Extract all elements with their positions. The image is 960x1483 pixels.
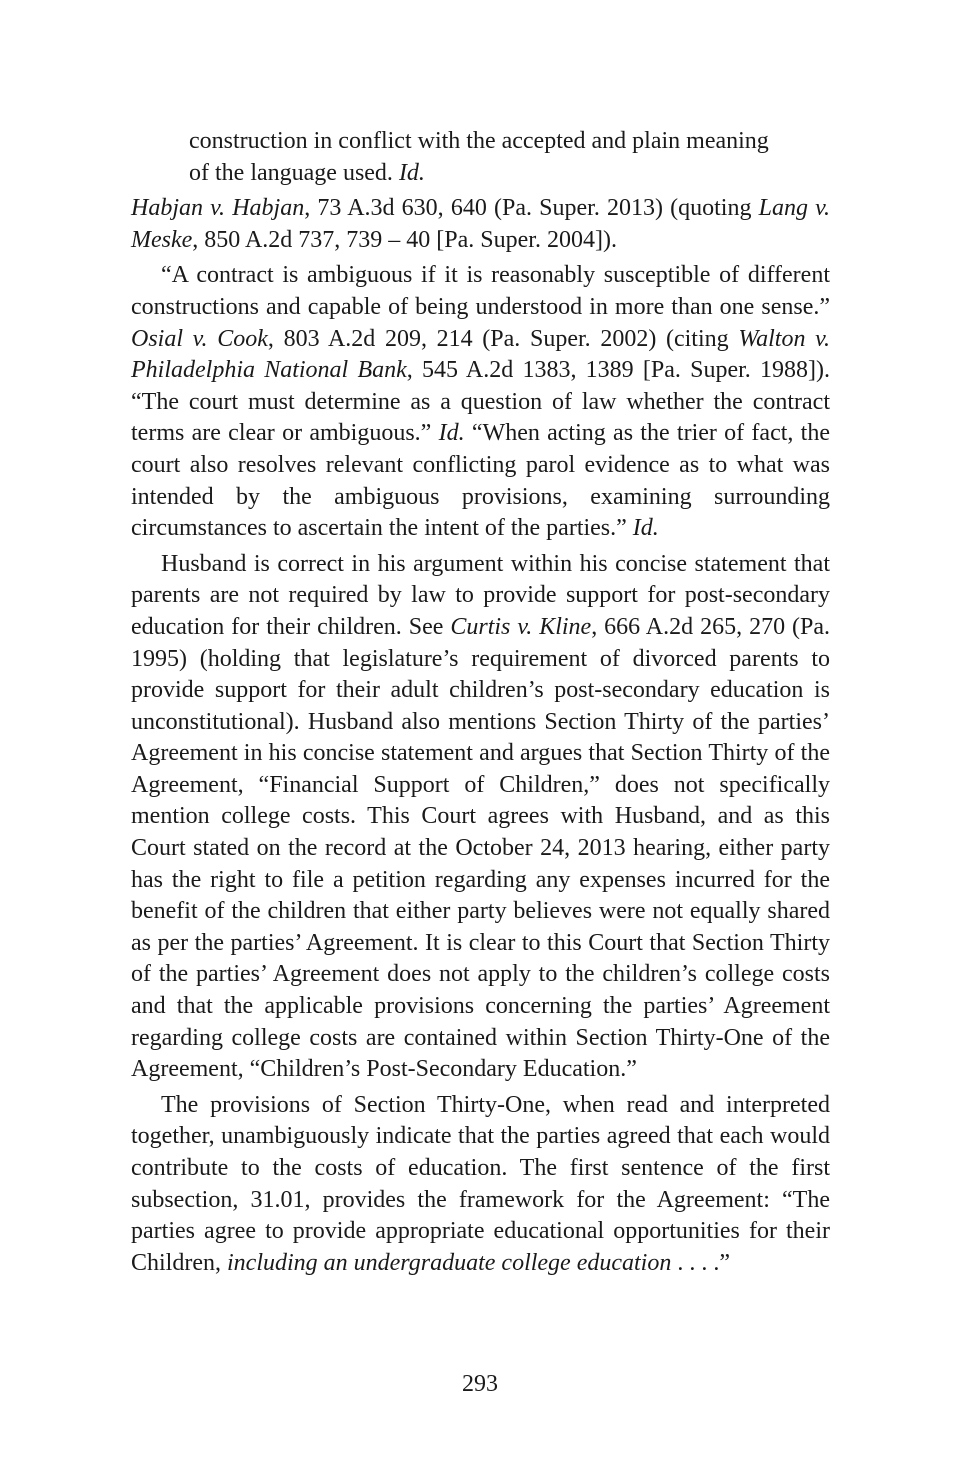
paragraph-section-thirty-one — [131, 1090, 830, 1280]
paragraph-text: , 666 A.2d 265, 270 (Pa. 1995) (holding that legislature’s requirement of divorced parents to provide support for their adult children’s post-secondary education is unconstitutional). Husband also mentions Section Thirty of the parties’ Agreement in his concise statement and argues that Section Thirty of the Agreement, “Financial Support of Children,” does not specifically mention college costs. This Court agrees with Husband, and as this Court stated on the record at the October 24, 2013 hearing, either party has the right to file a petition regarding any expenses incurred for the benefit of the children that either party believes were not equally shared as per the parties’ Agreement. It is clear to this Court that Section Thirty of the parties’ Agreement does not apply to the children’s college costs and that the applicable provisions concerning the parties’ Agreement regarding college costs are contained within Section Thirty-One of the Agreement, “Children’s Post-Secondary Education.” — [131, 613, 831, 1083]
paragraph-husband-argument — [131, 549, 830, 1086]
paragraph-text: “A contract is ambiguous if it is reasonably susceptible of different constructions and capable of being understood in more than one sense.” — [131, 262, 830, 320]
page-number: 293 — [462, 1371, 498, 1397]
emphasized-quote: including an undergraduate college education — [227, 1249, 672, 1276]
case-name-lang: Lang v. Meske — [131, 195, 831, 253]
paragraph-text: , 545 A.2d 1383, 1389 [Pa. Super. 1988]). “The court must determine as a question of law whether the contract terms are clear or ambiguous.” — [131, 357, 830, 447]
case-name-osial: Osial v. Cook — [131, 325, 268, 352]
id-citation: Id. — [438, 420, 465, 447]
document-page — [131, 126, 830, 1279]
case-name-walton: Walton v. Philadelphia National Bank — [131, 325, 831, 384]
case-citation-line — [131, 193, 830, 256]
case-name-curtis: Curtis v. Kline — [450, 613, 592, 640]
block-quote-text: construction in conflict with the accepted and plain meaning of the language used. — [189, 128, 769, 186]
paragraph-text: Husband is correct in his argument within his concise statement that parents are not required by law to provide support for post-secondary education for their children. See — [131, 550, 830, 640]
id-citation: Id. — [398, 159, 425, 186]
case-name-habjan: Habjan v. Habjan — [131, 195, 305, 222]
paragraph-ambiguity — [131, 260, 830, 544]
citation-text: , 73 A.3d 630, 640 (Pa. Super. 2013) (quoting — [304, 195, 759, 222]
id-citation: Id. — [632, 515, 659, 542]
block-quote — [189, 126, 779, 189]
paragraph-text: . . . .” — [671, 1249, 731, 1276]
paragraph-text: “When acting as the trier of fact, the court also resolves relevant conflicting parol evidence as to what was intended by the ambiguous provisions, examining surrounding circumstances to ascertain the intent of the parties.” — [131, 420, 830, 542]
paragraph-text: , 803 A.2d 209, 214 (Pa. Super. 2002) (citing — [267, 325, 739, 352]
paragraph-text: The provisions of Section Thirty-One, when read and interpreted together, unambiguously indicate that the parties agreed that each would contribute to the costs of education. The first sentence of the first subsection, 31.01, provides the framework for the Agreement: “The parties agree to provide appropriate educational opportunities for their Children, — [131, 1091, 830, 1276]
citation-text: , 850 A.2d 737, 739 – 40 [Pa. Super. 2004]). — [192, 226, 617, 253]
